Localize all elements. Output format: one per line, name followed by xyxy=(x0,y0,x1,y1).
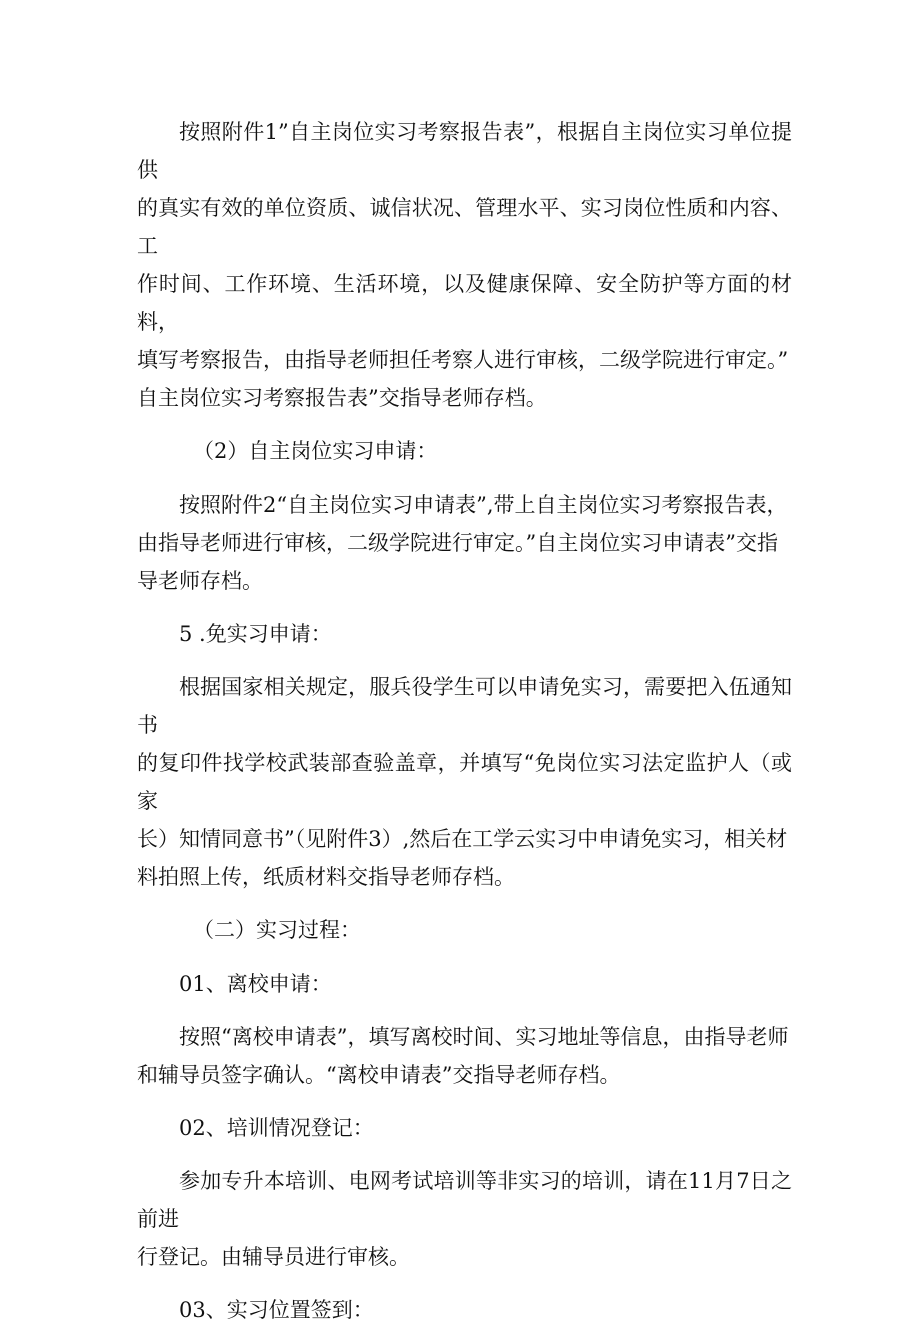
paragraph-application-form xyxy=(137,486,792,600)
section-heading-exemption: 5 .免实习申请： xyxy=(179,622,332,646)
paragraph-leave-application xyxy=(137,1018,792,1094)
text-line: 填写考察报告，由指导老师担任考察人进行审核，二级学院进行审定。” xyxy=(137,348,789,372)
text-line: 由指导老师进行审核，二级学院进行审定。”自主岗位实习申请表”交指 xyxy=(137,531,778,555)
paragraph-inspection-report xyxy=(137,113,792,417)
text-line: 长）知情同意书”（见附件3）,然后在工学云实习中申请免实习，相关材 xyxy=(137,827,788,851)
text-line: 和辅导员签字确认。“离校申请表”交指导老师存档。 xyxy=(137,1063,621,1087)
text-line: 按照“离校申请表”，填写离校时间、实习地址等信息，由指导老师 xyxy=(179,1025,789,1049)
section-heading-leave-application: 01、离校申请： xyxy=(179,972,332,996)
text-line: 行登记。由辅导员进行审核。 xyxy=(137,1245,410,1269)
paragraph-training-registration xyxy=(137,1162,792,1276)
section-heading-self-internship-application: （2）自主岗位实习申请： xyxy=(193,439,438,463)
text-line: 导老师存档。 xyxy=(137,569,263,593)
text-line: 参加专升本培训、电网考试培训等非实习的培训，请在11月7日之前进 xyxy=(137,1169,792,1231)
text-line: 料拍照上传，纸质材料交指导老师存档。 xyxy=(137,865,515,889)
section-heading-training-registration: 02、培训情况登记： xyxy=(179,1116,374,1140)
text-line: 的真实有效的单位资质、诚信状况、管理水平、实习岗位性质和内容、工 xyxy=(137,196,792,258)
section-heading-location-checkin: 03、实习位置签到： xyxy=(179,1298,374,1322)
paragraph-exemption xyxy=(137,668,792,896)
text-line: 按照附件2“自主岗位实习申请表”,带上自主岗位实习考察报告表， xyxy=(179,493,788,517)
text-line: 的复印件找学校武装部查验盖章，并填写“免岗位实习法定监护人（或家 xyxy=(137,751,792,813)
text-line: 按照附件1”自主岗位实习考察报告表”，根据自主岗位实习单位提供 xyxy=(137,120,792,182)
text-line: 自主岗位实习考察报告表”交指导老师存档。 xyxy=(137,386,547,410)
text-line: 根据国家相关规定，服兵役学生可以申请免实习，需要把入伍通知书 xyxy=(137,675,792,737)
text-line: 作时间、工作环境、生活环境，以及健康保障、安全防护等方面的材料， xyxy=(137,272,792,334)
section-heading-internship-process: （二）实习过程： xyxy=(193,918,361,942)
